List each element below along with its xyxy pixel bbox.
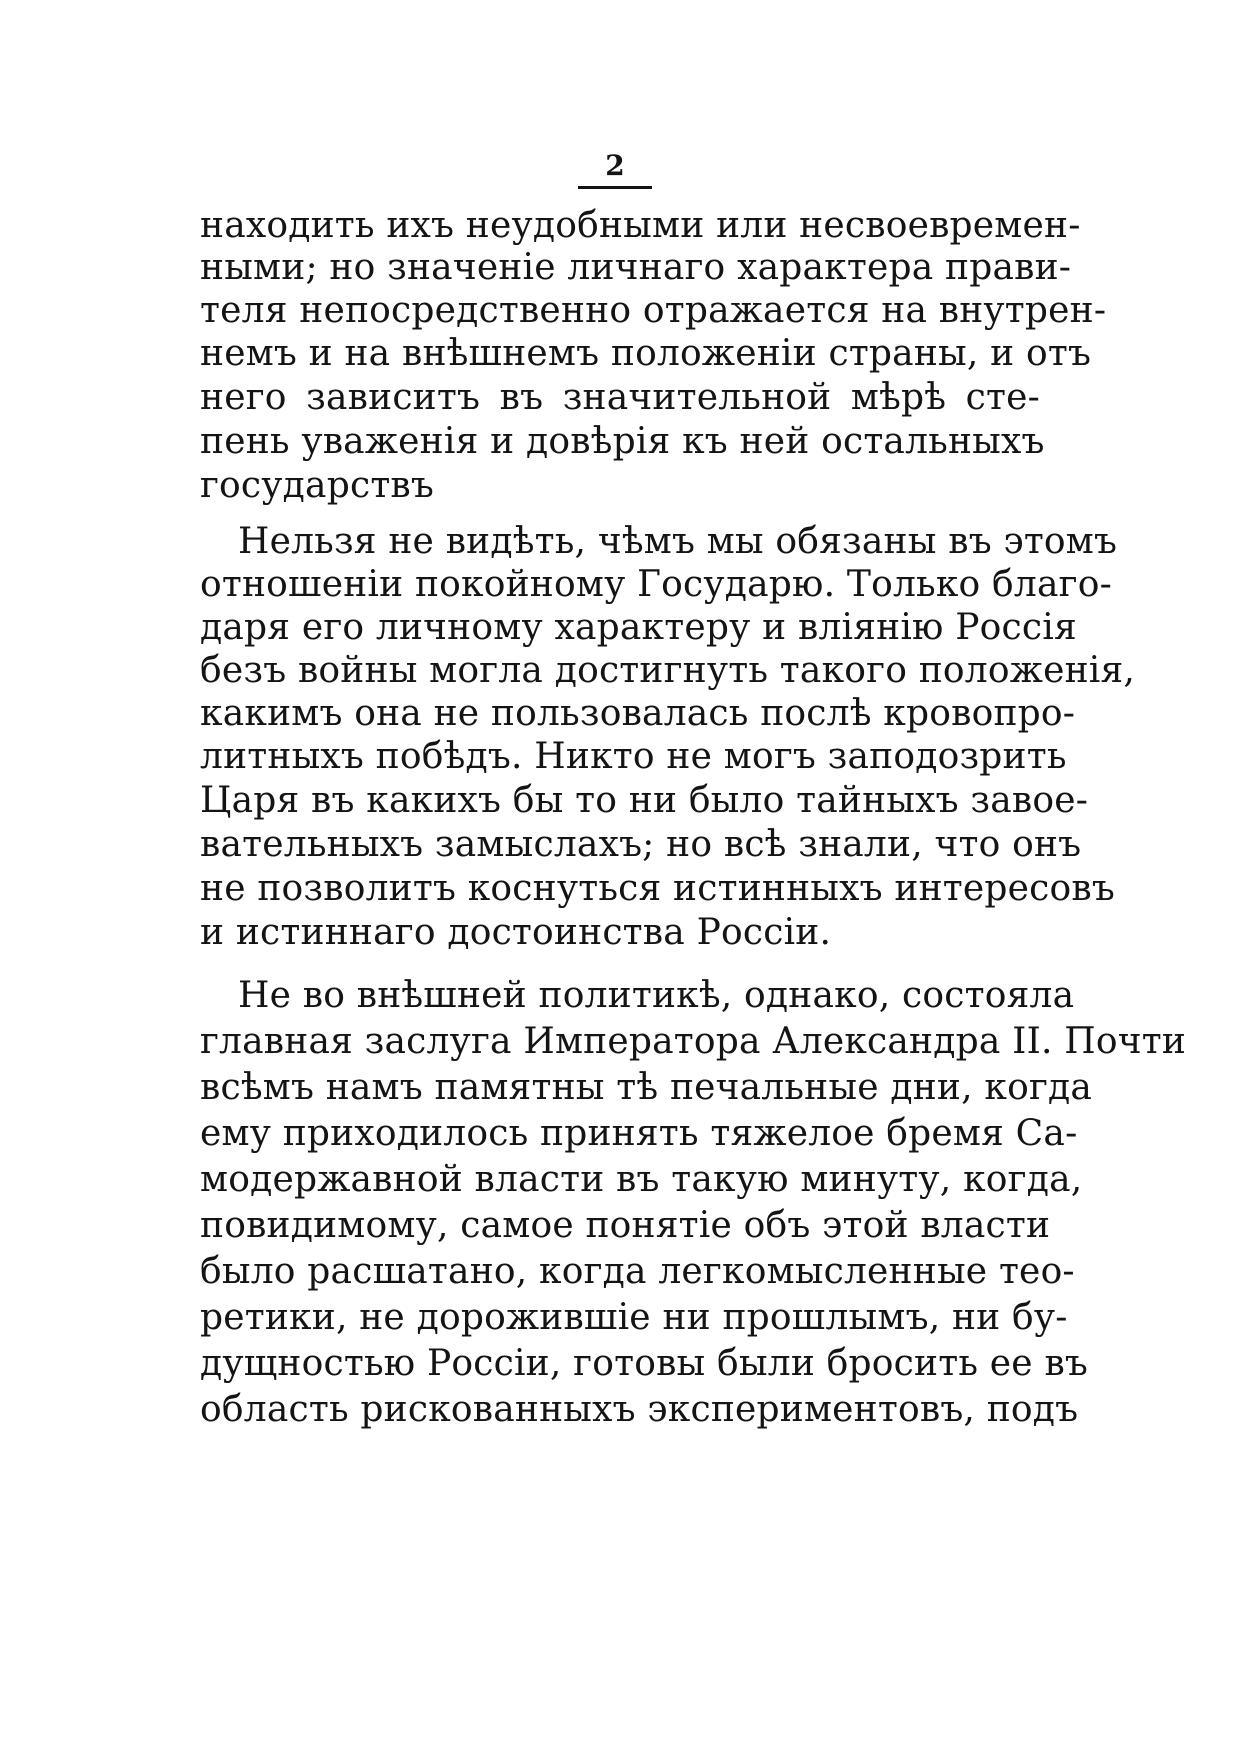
text-line: вательныхъ замыслахъ; но всѣ знали, что онъ xyxy=(200,824,1082,865)
text-line: повидимому, самое понятіе объ этой власти xyxy=(200,1205,1051,1246)
text-line: было расшатано, когда легкомысленные тео- xyxy=(200,1251,1075,1292)
text-line: находить ихъ неудобными или несвоевремен- xyxy=(200,205,1081,246)
text-line: главная заслуга Императора Александра II. Почти xyxy=(200,1021,1187,1062)
paragraph-start-line: Не во внѣшней политикѣ, однако, состояла xyxy=(238,975,1075,1016)
text-line: пень уваженія и довѣрія къ ней остальныхъ xyxy=(200,421,1045,462)
page-number-rule xyxy=(578,186,652,189)
text-line: ретики, не дорожившіе ни прошлымъ, ни бу- xyxy=(200,1297,1068,1338)
text-line: Царя въ какихъ бы то ни было тайныхъ завое- xyxy=(200,780,1089,821)
text-line: даря его личному характеру и вліянію Россія xyxy=(200,607,1077,648)
text-line: какимъ она не пользовалась послѣ кровопро- xyxy=(200,693,1076,734)
paragraph-start-line: Нельзя не видѣть, чѣмъ мы обязаны въ этомъ xyxy=(238,521,1118,562)
text-line: литныхъ побѣдъ. Никто не могъ заподозрить xyxy=(200,736,1067,777)
text-line: область рискованныхъ экспериментовъ, подъ xyxy=(200,1389,1079,1430)
text-line: не позволитъ коснуться истинныхъ интересовъ xyxy=(200,868,1115,909)
page-number: 2 xyxy=(605,149,625,182)
text-line: ными; но значеніе личнаго характера прави- xyxy=(200,247,1072,288)
text-line: него зависитъ въ значительной мѣрѣ сте- xyxy=(200,377,1040,418)
text-line: государствъ xyxy=(200,465,435,506)
text-line: и истиннаго достоинства Россіи. xyxy=(200,912,832,953)
text-line: дущностью Россіи, готовы были бросить ее въ xyxy=(200,1343,1089,1384)
text-line: немъ и на внѣшнемъ положеніи страны, и отъ xyxy=(200,333,1092,374)
text-line: безъ войны могла достигнуть такого положенія, xyxy=(200,650,1136,691)
text-line: отношеніи покойному Государю. Только благо- xyxy=(200,564,1112,605)
text-line: теля непосредственно отражается на внутрен- xyxy=(200,290,1107,331)
text-line: всѣмъ намъ памятны тѣ печальные дни, когда xyxy=(200,1067,1093,1108)
text-line: ему приходилось принять тяжелое бремя Са- xyxy=(200,1113,1078,1154)
text-line: модержавной власти въ такую минуту, когда, xyxy=(200,1159,1083,1200)
